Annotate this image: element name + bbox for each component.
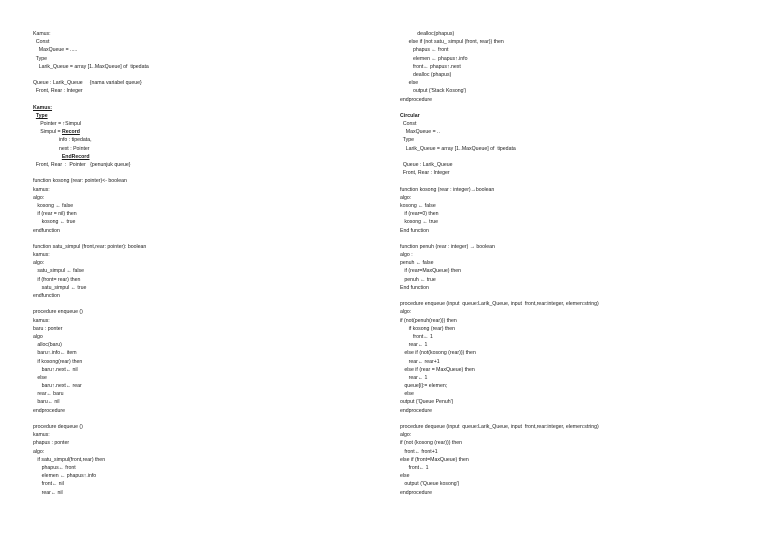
code-line: End function <box>400 284 429 291</box>
code-line: if satu_simpul(front,rear) then <box>33 456 106 463</box>
code-line <box>33 112 363 120</box>
code-line: algo: <box>400 432 412 439</box>
keyword-heading: Type <box>35 112 48 119</box>
keyword-heading: EndRecord <box>61 153 90 160</box>
code-line: front← 1 <box>400 464 429 471</box>
code-line: front← 1 <box>400 333 433 340</box>
code-line: endfunction <box>33 227 60 234</box>
code-line: info : tipedata, <box>33 137 92 144</box>
code-line: if (rear=0) then <box>400 211 439 218</box>
code-line: MaxQueue = .. <box>400 129 440 136</box>
code-line: endprocedure <box>400 489 433 496</box>
code-line: elemen ← phapus↑.info <box>400 55 468 62</box>
code-line: kosong ← true <box>33 219 76 226</box>
code-line <box>33 153 363 161</box>
code-line: output ('Queue kosong') <box>400 481 460 488</box>
code-line: endprocedure <box>33 407 66 414</box>
code-line: front← phapus↑.next <box>400 63 461 70</box>
code-line: if (rear=MaxQueue) then <box>400 268 461 275</box>
code-line: else if (not satu_ simpul (front, rear)) then <box>400 39 504 46</box>
code-line: End function <box>400 227 429 234</box>
code-line: Kamus: <box>33 31 51 37</box>
code-line: Const <box>33 39 50 46</box>
code-line: algo: <box>400 194 412 201</box>
code-line: phapus : ponter <box>33 440 70 447</box>
code-line: else if (rear = MaxQueue) then <box>400 366 475 373</box>
code-line: algo <box>33 333 43 340</box>
code-line: baru← nil <box>33 399 60 406</box>
code-line: kosong ← true <box>400 219 439 226</box>
code-line: Type <box>33 55 48 62</box>
code-line <box>33 415 363 423</box>
code-line: else <box>400 80 419 87</box>
code-line: Pointer = ↑Simpul <box>33 121 82 128</box>
right-column <box>400 30 740 497</box>
code-line: Front, Rear : Pointer {penunjuk queue} <box>33 162 131 168</box>
code-line: rear← nil <box>33 489 63 496</box>
code-line: phapus← front <box>33 464 76 471</box>
code-line: satu_simpul ← true <box>33 284 87 291</box>
code-line: if kosong(rear) then <box>33 358 83 365</box>
code-line: function kosong (rear : integer)→boolean <box>400 186 495 193</box>
code-line <box>33 96 363 104</box>
code-line <box>33 128 363 136</box>
code-line <box>400 292 740 300</box>
code-line: algo: <box>33 260 45 267</box>
code-line: else <box>400 391 414 398</box>
code-line: satu_simpul ← false <box>33 268 85 275</box>
keyword-heading: Kamus: <box>33 104 53 111</box>
code-line: else <box>33 374 47 381</box>
code-line: if (not(penuh(rear))) then <box>400 317 457 324</box>
code-line: else if (front=MaxQueue) then <box>400 456 469 463</box>
code-text: Simpul = <box>33 129 62 136</box>
code-line <box>33 71 363 79</box>
code-line: if (not (kosong (rear))) then <box>400 440 462 447</box>
code-line: Front, Rear : Integer <box>33 88 83 95</box>
code-line: penuh ← true <box>400 276 436 283</box>
code-line <box>400 153 740 161</box>
code-line: baru↑.info← item <box>33 350 77 357</box>
code-line: baru↑.next← nil <box>33 366 78 373</box>
code-line: kamus: <box>33 186 50 193</box>
code-line: output ('Stack Kosong') <box>400 88 467 95</box>
code-line: Larik_Queue = array [1..MaxQueue] of tipedata <box>400 145 516 152</box>
code-line: Circular <box>400 112 420 119</box>
code-line: kamus: <box>33 252 50 259</box>
code-line: baru : ponter <box>33 325 63 332</box>
code-line: kosong ← false <box>33 202 74 209</box>
left-column <box>33 30 363 497</box>
code-line: algo: <box>33 448 45 455</box>
code-line: Larik_Queue = array [1..MaxQueue] of tipedata <box>33 63 149 70</box>
code-line: dealloc (phapus) <box>400 71 452 78</box>
code-line: rear← 1 <box>400 342 428 349</box>
code-line: procedure dequeue () <box>33 424 83 430</box>
code-line: algo : <box>400 252 413 259</box>
code-line: algo: <box>33 194 45 201</box>
code-line: penuh ← false <box>400 260 434 267</box>
code-line: rear← baru <box>33 391 64 398</box>
code-line: front← front+1 <box>400 448 438 455</box>
code-line: baru↑.next← rear <box>33 383 82 390</box>
code-line <box>400 104 740 112</box>
code-line: endfunction <box>33 293 60 299</box>
code-line: MaxQueue = ..... <box>33 47 78 54</box>
code-line: procedure enqueue (input queue:Larik_Queue, input front,rear:integer, elemen:string) <box>400 301 599 308</box>
code-line: endprocedure <box>400 407 433 414</box>
record-keyword: Record <box>61 129 80 136</box>
code-line: phapus ← front <box>400 47 449 54</box>
code-line <box>33 235 363 243</box>
code-line: Type <box>400 137 415 144</box>
code-line <box>33 169 363 177</box>
code-line <box>400 415 740 423</box>
code-line: function kosong (rear: pointer)<- boolean <box>33 178 127 185</box>
code-line: alloc(baru) <box>33 342 62 349</box>
code-line: procedure enqueue () <box>33 309 83 316</box>
code-line: function penuh (rear : integer) → boolean <box>400 243 495 250</box>
code-line: Front, Rear : Integer <box>400 170 450 177</box>
code-line: if (rear = nil) then <box>33 211 77 218</box>
code-line: procedure dequeue (input queue:Larik_Queue, input front,rear:integer, elemen:string) <box>400 424 599 430</box>
code-line: if kosong (rear) then <box>400 325 456 332</box>
code-line: queue[i]:= elemen; <box>400 383 448 390</box>
code-line: endprocedure <box>400 96 433 103</box>
code-line <box>400 177 740 185</box>
code-line: Const <box>400 121 417 128</box>
code-line: dealloc(phapus) <box>400 31 455 37</box>
code-line: output ('Queue Penuh') <box>400 399 454 406</box>
code-line <box>33 300 363 308</box>
code-line: if (front= rear) then <box>33 276 81 283</box>
code-line: algo: <box>400 309 412 316</box>
code-line: else <box>400 473 410 480</box>
code-line: Queue : Larik_Queue <box>400 162 453 168</box>
code-line: Queue : Larik_Queue {nama variabel queue} <box>33 80 142 87</box>
code-line: next : Pointer <box>33 145 90 152</box>
code-line: rear← rear+1 <box>400 358 440 365</box>
code-line: function satu_simpul (front,rear: pointer): boolean <box>33 243 147 250</box>
code-line <box>33 104 363 112</box>
code-line: kamus: <box>33 432 50 439</box>
code-line <box>400 235 740 243</box>
code-line: kamus: <box>33 317 50 324</box>
code-line: elemen ← phapus↑.info <box>33 473 97 480</box>
code-line: front← nil <box>33 481 64 488</box>
code-line: else if (not(kosong (rear))) then <box>400 350 476 357</box>
code-line: rear← 1 <box>400 374 428 381</box>
code-line: kosong ← false <box>400 202 436 209</box>
